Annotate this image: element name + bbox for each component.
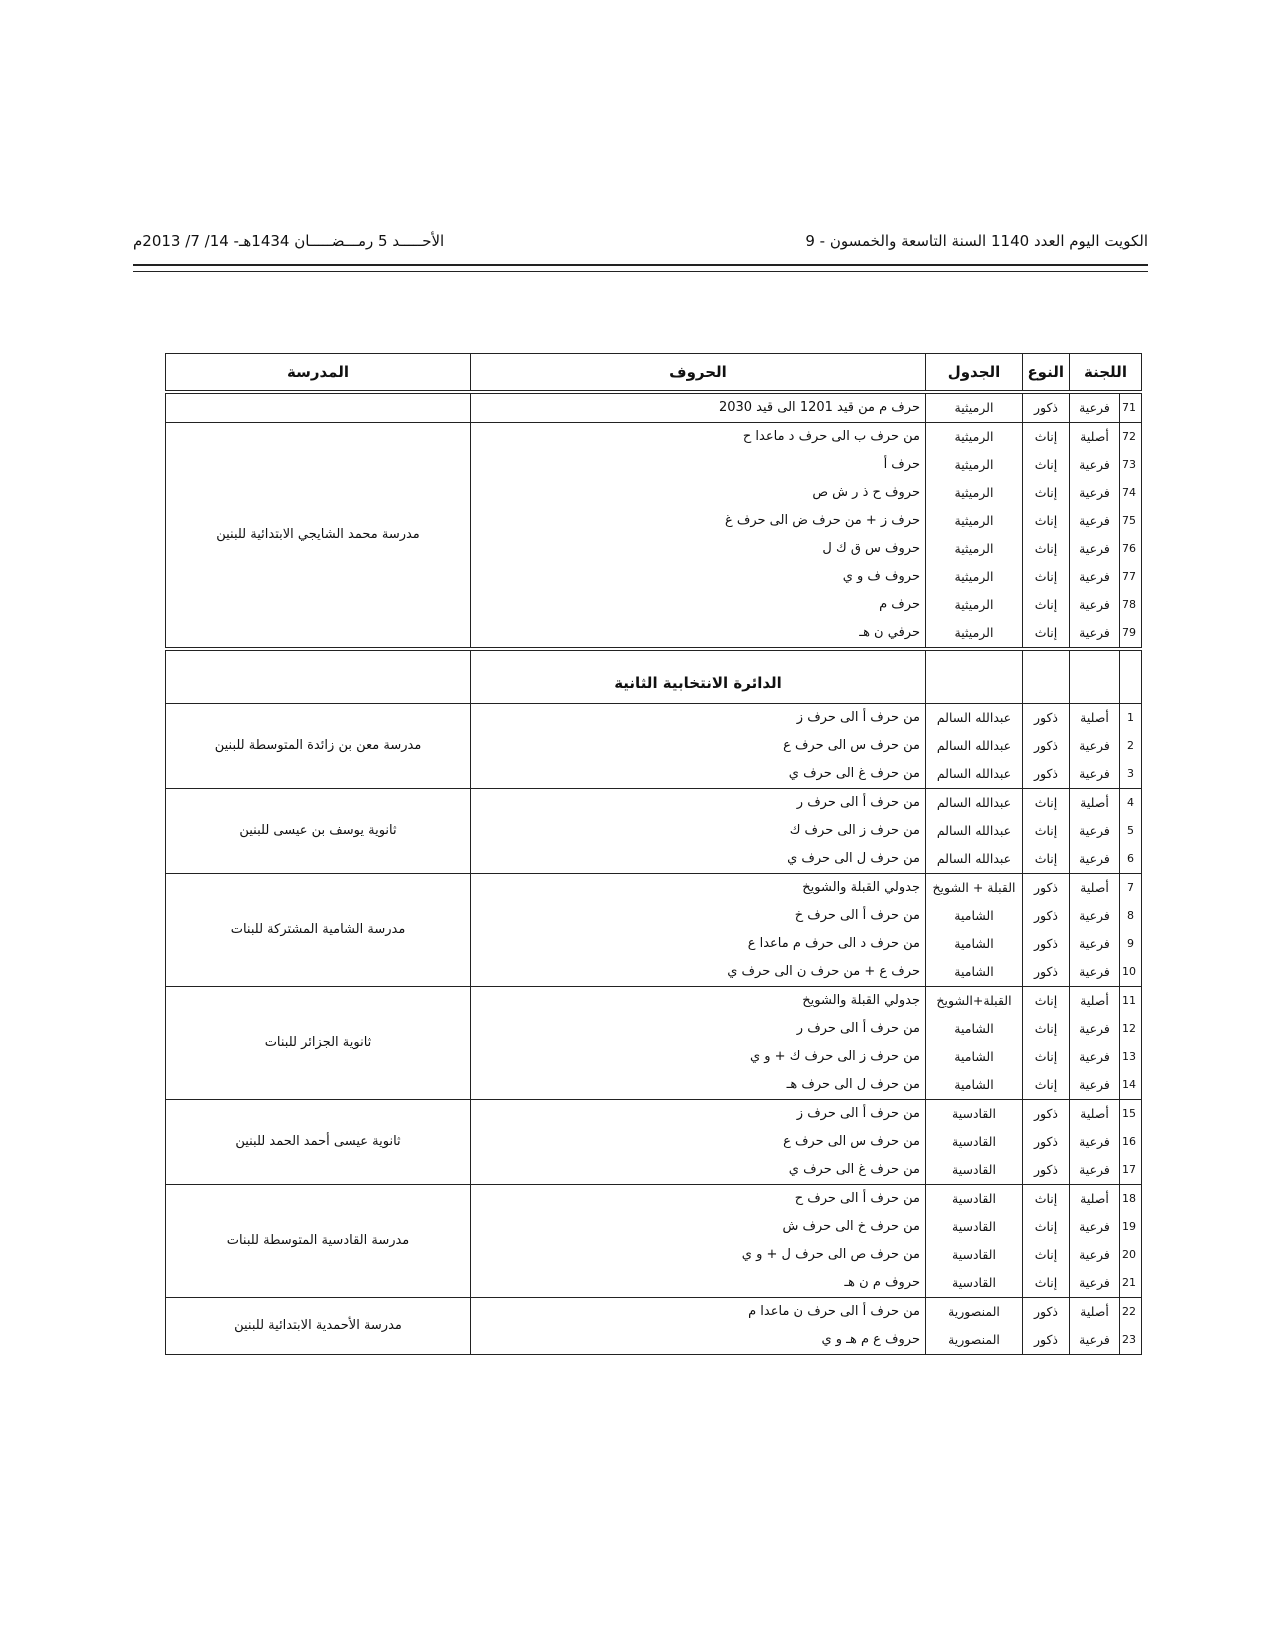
school-cell: مدرسة الشامية المشتركة للبنات xyxy=(166,874,471,987)
committee-cell: فرعية xyxy=(1070,958,1120,987)
committee-cell: فرعية xyxy=(1070,930,1120,958)
row-number: 75 xyxy=(1120,507,1142,535)
letters-cell: حروف م ن هـ xyxy=(471,1269,926,1298)
letters-cell: حرف أ xyxy=(471,451,926,479)
schedule-cell: الشامية xyxy=(926,930,1023,958)
type-cell: إناث xyxy=(1023,1213,1070,1241)
letters-cell: من حرف ص الى حرف ل + و ي xyxy=(471,1241,926,1269)
type-cell: ذكور xyxy=(1023,874,1070,903)
schedule-cell: القادسية xyxy=(926,1241,1023,1269)
letters-cell: من حرف س الى حرف ع xyxy=(471,1128,926,1156)
school-cell: ثانوية يوسف بن عيسى للبنين xyxy=(166,789,471,874)
committee-cell: أصلية xyxy=(1070,874,1120,903)
schedule-cell: عبدالله السالم xyxy=(926,760,1023,789)
letters-cell: حرف ز + من حرف ض الى حرف غ xyxy=(471,507,926,535)
type-cell: ذكور xyxy=(1023,1156,1070,1185)
schedule-cell: القادسية xyxy=(926,1269,1023,1298)
committee-cell: فرعية xyxy=(1070,1213,1120,1241)
letters-cell: من حرف غ الى حرف ي xyxy=(471,760,926,789)
letters-cell: حرف ع + من حرف ن الى حرف ي xyxy=(471,958,926,987)
schedule-cell: الرميثية xyxy=(926,591,1023,619)
type-cell: إناث xyxy=(1023,619,1070,649)
table-row xyxy=(166,874,1142,903)
page-header xyxy=(133,232,1148,256)
row-number: 11 xyxy=(1120,987,1142,1016)
letters-cell: حروف ف و ي xyxy=(471,563,926,591)
row-number: 2 xyxy=(1120,732,1142,760)
table-row xyxy=(166,392,1142,423)
letters-cell: من حرف ز الى حرف ك + و ي xyxy=(471,1043,926,1071)
schedule-cell: المنصورية xyxy=(926,1326,1023,1355)
row-number: 20 xyxy=(1120,1241,1142,1269)
type-cell: إناث xyxy=(1023,1015,1070,1043)
letters-cell: من حرف ل الى حرف ي xyxy=(471,845,926,874)
schedule-cell: القادسية xyxy=(926,1156,1023,1185)
row-number: 14 xyxy=(1120,1071,1142,1100)
letters-cell: من حرف أ الى حرف ر xyxy=(471,1015,926,1043)
schedule-cell: الرميثية xyxy=(926,563,1023,591)
type-cell: ذكور xyxy=(1023,902,1070,930)
type-cell: ذكور xyxy=(1023,1128,1070,1156)
row-number: 23 xyxy=(1120,1326,1142,1355)
committee-cell: فرعية xyxy=(1070,1043,1120,1071)
type-cell: إناث xyxy=(1023,563,1070,591)
schedule-cell: القادسية xyxy=(926,1213,1023,1241)
row-number: 73 xyxy=(1120,451,1142,479)
committee-cell: فرعية xyxy=(1070,479,1120,507)
schedule-cell: الرميثية xyxy=(926,535,1023,563)
committee-cell: فرعية xyxy=(1070,1156,1120,1185)
school-cell: مدرسة القادسية المتوسطة للبنات xyxy=(166,1185,471,1298)
school-cell: مدرسة الأحمدية الابتدائية للبنين xyxy=(166,1298,471,1355)
type-cell: إناث xyxy=(1023,1185,1070,1214)
schedule-cell: القادسية xyxy=(926,1100,1023,1129)
row-number: 6 xyxy=(1120,845,1142,874)
schedule-cell: الرميثية xyxy=(926,507,1023,535)
committee-cell: أصلية xyxy=(1070,704,1120,733)
table-row xyxy=(166,423,1142,452)
committee-cell: فرعية xyxy=(1070,1128,1120,1156)
letters-cell: حروف س ق ك ل xyxy=(471,535,926,563)
row-number: 1 xyxy=(1120,704,1142,733)
section-row xyxy=(166,649,1142,704)
row-number: 10 xyxy=(1120,958,1142,987)
type-cell: ذكور xyxy=(1023,732,1070,760)
schedule-cell: الشامية xyxy=(926,1015,1023,1043)
schedule-cell: عبدالله السالم xyxy=(926,732,1023,760)
letters-cell: حرفي ن هـ xyxy=(471,619,926,649)
committee-cell: أصلية xyxy=(1070,1100,1120,1129)
table-row xyxy=(166,704,1142,733)
row-number: 76 xyxy=(1120,535,1142,563)
type-cell: إناث xyxy=(1023,507,1070,535)
table-row xyxy=(166,1185,1142,1214)
type-cell: ذكور xyxy=(1023,392,1070,423)
committee-cell: فرعية xyxy=(1070,1015,1120,1043)
letters-cell: من حرف غ الى حرف ي xyxy=(471,1156,926,1185)
letters-cell: جدولي القبلة والشويخ xyxy=(471,874,926,903)
schedule-cell: عبدالله السالم xyxy=(926,817,1023,845)
committee-cell: أصلية xyxy=(1070,1298,1120,1327)
schedule-cell: القبلة + الشويخ xyxy=(926,874,1023,903)
schedule-cell: الرميثية xyxy=(926,619,1023,649)
table-header-row xyxy=(166,354,1142,393)
type-cell: إناث xyxy=(1023,817,1070,845)
row-number: 17 xyxy=(1120,1156,1142,1185)
col-header-school: المدرسة xyxy=(166,354,471,393)
committee-cell: فرعية xyxy=(1070,563,1120,591)
letters-cell: من حرف أ الى حرف ز xyxy=(471,1100,926,1129)
row-number: 12 xyxy=(1120,1015,1142,1043)
district-two-rows xyxy=(166,704,1142,1355)
schedule-cell: الرميثية xyxy=(926,479,1023,507)
type-cell: ذكور xyxy=(1023,1298,1070,1327)
row-number: 15 xyxy=(1120,1100,1142,1129)
type-cell: ذكور xyxy=(1023,958,1070,987)
school-cell xyxy=(166,392,471,423)
letters-cell: من حرف أ الى حرف ز xyxy=(471,704,926,733)
row-number: 5 xyxy=(1120,817,1142,845)
school-cell: مدرسة محمد الشايجي الابتدائية للبنين xyxy=(166,423,471,650)
row-number: 77 xyxy=(1120,563,1142,591)
table-row xyxy=(166,1298,1142,1327)
schedule-cell: القادسية xyxy=(926,1185,1023,1214)
type-cell: إناث xyxy=(1023,535,1070,563)
row-number: 4 xyxy=(1120,789,1142,818)
row-number: 19 xyxy=(1120,1213,1142,1241)
row-number: 18 xyxy=(1120,1185,1142,1214)
row-number: 13 xyxy=(1120,1043,1142,1071)
letters-cell: من حرف أ الى حرف ر xyxy=(471,789,926,818)
row-number: 79 xyxy=(1120,619,1142,649)
committee-cell: أصلية xyxy=(1070,423,1120,452)
letters-cell: من حرف أ الى حرف ن ماعدا م xyxy=(471,1298,926,1327)
table-row xyxy=(166,1100,1142,1129)
col-header-committee: اللجنة xyxy=(1070,354,1142,393)
letters-cell: من حرف ل الى حرف هـ xyxy=(471,1071,926,1100)
row-number: 7 xyxy=(1120,874,1142,903)
type-cell: ذكور xyxy=(1023,930,1070,958)
type-cell: ذكور xyxy=(1023,1326,1070,1355)
header-rule xyxy=(133,264,1148,266)
type-cell: إناث xyxy=(1023,1043,1070,1071)
committee-cell: فرعية xyxy=(1070,507,1120,535)
committee-cell: أصلية xyxy=(1070,1185,1120,1214)
committee-cell: فرعية xyxy=(1070,845,1120,874)
committee-cell: أصلية xyxy=(1070,987,1120,1016)
type-cell: ذكور xyxy=(1023,1100,1070,1129)
col-header-type: النوع xyxy=(1023,354,1070,393)
committee-cell: فرعية xyxy=(1070,760,1120,789)
row-number: 3 xyxy=(1120,760,1142,789)
committee-cell: فرعية xyxy=(1070,591,1120,619)
committee-cell: فرعية xyxy=(1070,902,1120,930)
committee-cell: فرعية xyxy=(1070,1326,1120,1355)
type-cell: إناث xyxy=(1023,1269,1070,1298)
committee-cell: فرعية xyxy=(1070,1269,1120,1298)
schedule-cell: الشامية xyxy=(926,1071,1023,1100)
letters-cell: من حرف ز الى حرف ك xyxy=(471,817,926,845)
schedule-cell: الشامية xyxy=(926,902,1023,930)
letters-cell: من حرف خ الى حرف ش xyxy=(471,1213,926,1241)
table-row xyxy=(166,789,1142,818)
letters-cell: من حرف أ الى حرف خ xyxy=(471,902,926,930)
type-cell: إناث xyxy=(1023,1241,1070,1269)
schedule-cell: القبلة+الشويخ xyxy=(926,987,1023,1016)
schedule-cell: الشامية xyxy=(926,958,1023,987)
schedule-cell: الرميثية xyxy=(926,392,1023,423)
table-row xyxy=(166,987,1142,1016)
schedule-cell: عبدالله السالم xyxy=(926,789,1023,818)
section-heading-body xyxy=(166,649,1142,704)
row-number: 16 xyxy=(1120,1128,1142,1156)
row-number: 74 xyxy=(1120,479,1142,507)
col-header-schedule: الجدول xyxy=(926,354,1023,393)
committees-table xyxy=(165,353,1142,1355)
section-title: الدائرة الانتخابية الثانية xyxy=(471,649,926,704)
type-cell: إناث xyxy=(1023,591,1070,619)
schedule-cell: الشامية xyxy=(926,1043,1023,1071)
committee-cell: فرعية xyxy=(1070,732,1120,760)
header-rule-thin xyxy=(133,271,1148,272)
letters-cell: من حرف د الى حرف م ماعدا ع xyxy=(471,930,926,958)
committee-cell: أصلية xyxy=(1070,789,1120,818)
row-number: 72 xyxy=(1120,423,1142,452)
header-gazette-info: الكويت اليوم العدد 1140 السنة التاسعة والخمسون - 9 xyxy=(805,232,1148,250)
type-cell: إناث xyxy=(1023,789,1070,818)
committee-cell: فرعية xyxy=(1070,619,1120,649)
letters-cell: حرف م من قيد 1201 الى قيد 2030 xyxy=(471,392,926,423)
letters-cell: حرف م xyxy=(471,591,926,619)
type-cell: إناث xyxy=(1023,845,1070,874)
schedule-cell: عبدالله السالم xyxy=(926,845,1023,874)
letters-cell: حروف ع م هـ و ي xyxy=(471,1326,926,1355)
header-date: الأحـــــد 5 رمـــضـــــان 1434هـ- 14/ 7/ 2013م xyxy=(133,232,445,250)
committee-cell: فرعية xyxy=(1070,1241,1120,1269)
schedule-cell: القادسية xyxy=(926,1128,1023,1156)
letters-cell: حروف ح ذ ر ش ص xyxy=(471,479,926,507)
school-cell: ثانوية الجزائر للبنات xyxy=(166,987,471,1100)
row-number: 8 xyxy=(1120,902,1142,930)
row-number: 78 xyxy=(1120,591,1142,619)
committee-cell: فرعية xyxy=(1070,1071,1120,1100)
type-cell: إناث xyxy=(1023,451,1070,479)
type-cell: ذكور xyxy=(1023,760,1070,789)
col-header-letters: الحروف xyxy=(471,354,926,393)
schedule-cell: الرميثية xyxy=(926,423,1023,452)
school-cell: ثانوية عيسى أحمد الحمد للبنين xyxy=(166,1100,471,1185)
row-number: 22 xyxy=(1120,1298,1142,1327)
school-cell: مدرسة معن بن زائدة المتوسطة للبنين xyxy=(166,704,471,789)
committee-cell: فرعية xyxy=(1070,535,1120,563)
district-continued-rows xyxy=(166,392,1142,649)
row-number: 71 xyxy=(1120,392,1142,423)
type-cell: إناث xyxy=(1023,479,1070,507)
row-number: 9 xyxy=(1120,930,1142,958)
committee-cell: فرعية xyxy=(1070,817,1120,845)
type-cell: إناث xyxy=(1023,1071,1070,1100)
letters-cell: من حرف س الى حرف ع xyxy=(471,732,926,760)
committee-cell: فرعية xyxy=(1070,392,1120,423)
type-cell: ذكور xyxy=(1023,704,1070,733)
letters-cell: جدولي القبلة والشويخ xyxy=(471,987,926,1016)
letters-cell: من حرف ب الى حرف د ماعدا ح xyxy=(471,423,926,452)
letters-cell: من حرف أ الى حرف ح xyxy=(471,1185,926,1214)
type-cell: إناث xyxy=(1023,423,1070,452)
schedule-cell: الرميثية xyxy=(926,451,1023,479)
committee-cell: فرعية xyxy=(1070,451,1120,479)
schedule-cell: المنصورية xyxy=(926,1298,1023,1327)
schedule-cell: عبدالله السالم xyxy=(926,704,1023,733)
type-cell: إناث xyxy=(1023,987,1070,1016)
row-number: 21 xyxy=(1120,1269,1142,1298)
